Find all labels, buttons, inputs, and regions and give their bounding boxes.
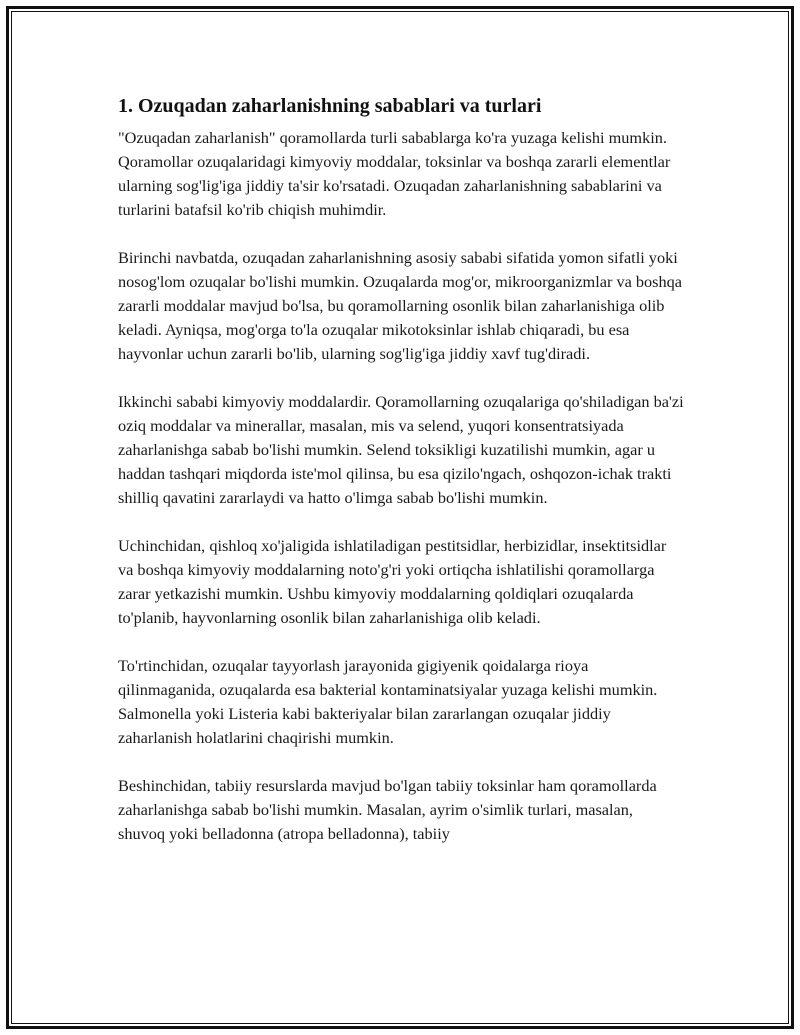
paragraph-first-cause: Birinchi navbatda, ozuqadan zaharlanishning asosiy sababi sifatida yomon sifatli yoki nosog'lom ozuqalar bo'lishi mumkin. Ozuqalarda mog'or, mikroorganizmlar va boshqa zararli moddalar mavjud bo'lsa, bu qoramollarning osonlik bilan zaharlanishiga olib keladi. Ayniqsa, mog'orga to'la ozuqalar mikotoksinlar ishlab chiqaradi, bu esa hayvonlar uchun zararli bo'lib, ularning sog'lig'iga jiddiy xavf tug'diradi.	[118, 248, 683, 363]
paragraph-fifth-cause: Beshinchidan, tabiiy resurslarda mavjud bo'lgan tabiiy toksinlar ham qoramollarda zaharlanishga sabab bo'lishi mumkin. Masalan, ayrim o'simlik turlari, masalan, shuvoq yoki belladonna (atropa belladonna), tabiiy	[118, 776, 657, 843]
paragraph-second-cause: Ikkinchi sababi kimyoviy moddalardir. Qoramollarning ozuqalariga qo'shiladigan ba'zi oziq moddalar va minerallar, masalan, mis va selend, yuqori konsentratsiyada zaharlanishga sabab bo'lishi mumkin. Selend toksikligi kuzatilishi mumkin, agar u haddan tashqari miqdorda iste'mol qilinsa, bu esa qizilo'ngach, oshqozon-ichak trakti shilliq qavatini zararlaydi va hatto o'limga sabab bo'lishi mumkin.	[118, 392, 684, 507]
paragraph-fourth-cause: To'rtinchidan, ozuqalar tayyorlash jarayonida gigiyenik qoidalarga rioya qilinmaganida, ozuqalarda esa bakterial kontaminatsiyalar yuzaga kelishi mumkin. Salmonella yoki Listeria kabi bakteriyalar bilan zararlangan ozuqalar jiddiy zaharlanish holatlarini chaqirishi mumkin.	[118, 656, 658, 747]
paragraph-third-cause: Uchinchidan, qishloq xo'jaligida ishlatiladigan pestitsidlar, herbizidlar, insektitsidlar va boshqa kimyoviy moddalarning noto'g'ri yoki ortiqcha ishlatilishi qoramollarga zarar yetkazishi mumkin. Ushbu kimyoviy moddalarning qoldiqlari ozuqalarda to'planib, hayvonlarning osonlik bilan zaharlanishiga olib keladi.	[118, 536, 667, 627]
paragraph-intro: "Ozuqadan zaharlanish" qoramollarda turli sabablarga ko'ra yuzaga kelishi mumkin. Qoramollar ozuqalaridagi kimyoviy moddalar, toksinlar va boshqa zararli elementlar ularning sog'lig'iga jiddiy ta'sir ko'rsatadi. Ozuqadan zaharlanishning sabablarini va turlarini batafsil ko'rib chiqish muhimdir.	[118, 128, 671, 219]
section-heading: 1. Ozuqadan zaharlanishning sabablari va turlari	[118, 95, 542, 117]
document-body	[118, 94, 684, 870]
